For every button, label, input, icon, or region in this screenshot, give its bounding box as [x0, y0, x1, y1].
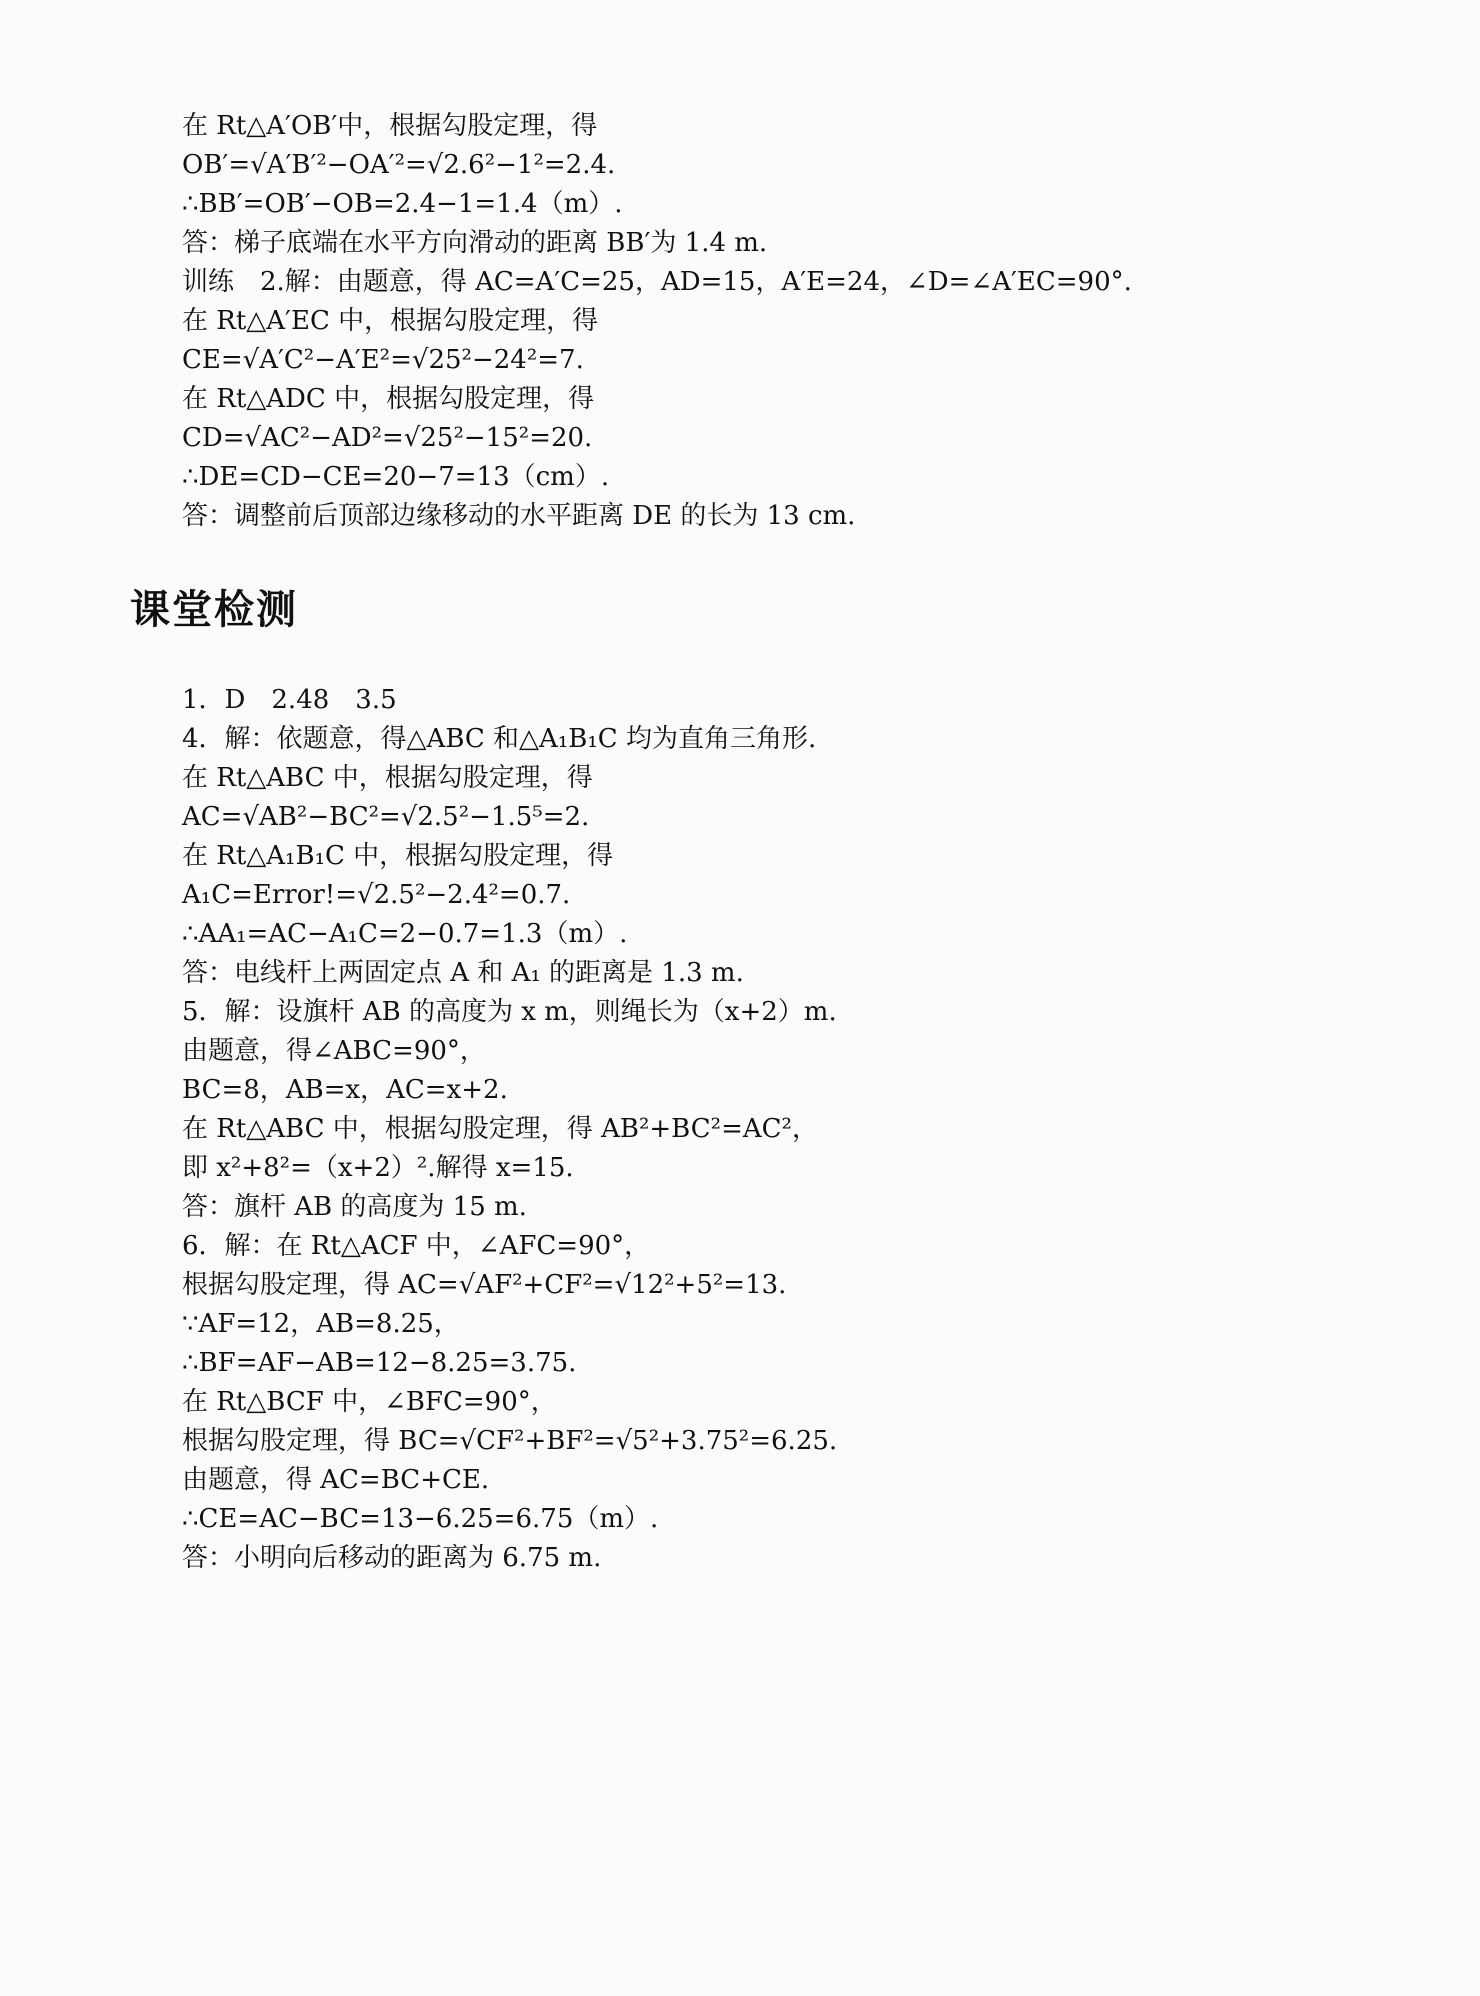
text-line: ∴BF=AF−AB=12−8.25=3.75.	[182, 1348, 577, 1378]
text-line: ∴AA₁=AC−A₁C=2−0.7=1.3（m）.	[182, 919, 628, 949]
text-line: CE=√A′C²−A′E²=√25²−24²=7.	[182, 345, 584, 375]
text-line: ∴DE=CD−CE=20−7=13（cm）.	[182, 462, 610, 492]
text-line: 在 Rt△ADC 中，根据勾股定理，得	[182, 384, 595, 414]
text-line: 4．解：依题意，得△ABC 和△A₁B₁C 均为直角三角形.	[182, 724, 817, 754]
text-line: 答：梯子底端在水平方向滑动的距离 BB′为 1.4 m.	[182, 228, 768, 258]
text-line: 即 x²+8²=（x+2）².解得 x=15.	[182, 1153, 574, 1183]
text-line: 答：调整前后顶部边缘移动的水平距离 DE 的长为 13 cm.	[182, 501, 856, 531]
text-line: BC=8，AB=x，AC=x+2.	[182, 1075, 508, 1105]
text-line: 由题意，得 AC=BC+CE.	[182, 1465, 490, 1495]
text-line: 5．解：设旗杆 AB 的高度为 x m，则绳长为（x+2）m.	[182, 997, 837, 1027]
text-line: OB′=√A′B′²−OA′²=√2.6²−1²=2.4.	[182, 150, 616, 180]
text-line: CD=√AC²−AD²=√25²−15²=20.	[182, 423, 593, 453]
text-line: 在 Rt△BCF 中，∠BFC=90°，	[182, 1387, 557, 1417]
text-line: 答：小明向后移动的距离为 6.75 m.	[182, 1543, 602, 1573]
previous-solutions	[182, 107, 1432, 536]
section-heading: 课堂检测	[130, 587, 298, 633]
text-line: 根据勾股定理，得 AC=√AF²+CF²=√12²+5²=13.	[182, 1270, 787, 1300]
text-line: 根据勾股定理，得 BC=√CF²+BF²=√5²+3.75²=6.25.	[182, 1426, 838, 1456]
text-line: 由题意，得∠ABC=90°，	[182, 1036, 486, 1066]
text-line: 在 Rt△A₁B₁C 中，根据勾股定理，得	[182, 841, 614, 871]
text-line: 在 Rt△A′OB′中，根据勾股定理，得	[182, 111, 598, 141]
text-line: 1．D 2.48 3.5	[182, 685, 397, 715]
text-line: 在 Rt△A′EC 中，根据勾股定理，得	[182, 306, 599, 336]
text-line: 答：旗杆 AB 的高度为 15 m.	[182, 1192, 527, 1222]
text-line: A₁C=Error!=√2.5²−2.4²=0.7.	[182, 880, 571, 910]
text-line: 6．解：在 Rt△ACF 中，∠AFC=90°，	[182, 1231, 651, 1261]
text-line: AC=√AB²−BC²=√2.5²−1.5⁵=2.	[182, 802, 590, 832]
text-line: ∵AF=12，AB=8.25，	[182, 1309, 460, 1339]
text-line: ∴CE=AC−BC=13−6.25=6.75（m）.	[182, 1504, 659, 1534]
text-line: 训练 2.解：由题意，得 AC=A′C=25，AD=15，A′E=24，∠D=∠A′EC=90°.	[182, 267, 1132, 297]
text-line: 答：电线杆上两固定点 A 和 A₁ 的距离是 1.3 m.	[182, 958, 744, 988]
text-line: 在 Rt△ABC 中，根据勾股定理，得 AB²+BC²=AC²，	[182, 1114, 818, 1144]
class-test-answers	[182, 681, 1432, 1578]
text-line: ∴BB′=OB′−OB=2.4−1=1.4（m）.	[182, 189, 623, 219]
text-line: 在 Rt△ABC 中，根据勾股定理，得	[182, 763, 593, 793]
